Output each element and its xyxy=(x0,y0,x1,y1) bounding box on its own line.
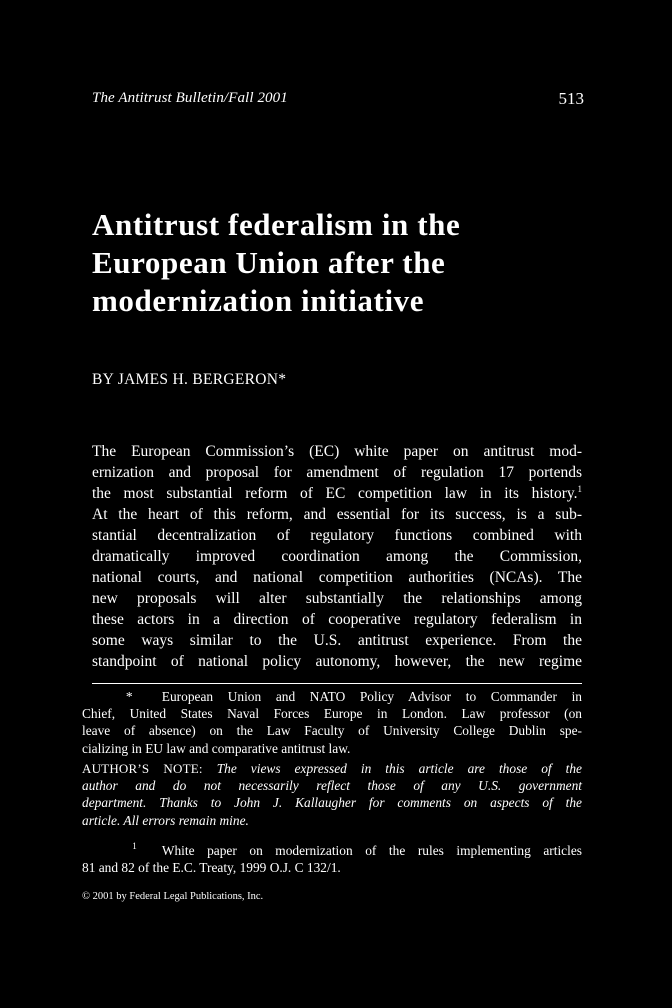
body-line: ernization and proposal for amendment of regulation 17 portends xyxy=(92,464,582,481)
footnote-1-text: White paper on modernization of the rules implementing articles xyxy=(161,843,582,858)
body-line xyxy=(92,483,582,504)
footnote-divider xyxy=(92,683,582,684)
footnote-1-marker: 1 xyxy=(132,841,137,851)
body-line: dramatically improved coordination among the Commission, xyxy=(92,548,582,565)
footnote-line: department. Thanks to John J. Kallaugher for comments on aspects of the xyxy=(82,795,582,811)
footnote-authors-note xyxy=(82,760,582,829)
authors-note-text: The views expressed in this article are those of the xyxy=(216,761,582,776)
footnote-line: article. All errors remain mine. xyxy=(82,812,249,828)
footnote-line: Chief, United States Naval Forces Europe in London. Law professor (on xyxy=(82,706,582,722)
author-byline: BY JAMES H. BERGERON* xyxy=(92,371,287,388)
article-title xyxy=(92,206,612,320)
footnote-line: cializing in EU law and comparative antitrust law. xyxy=(82,740,351,756)
footnote-author xyxy=(82,688,582,757)
title-line: European Union after the xyxy=(92,245,446,280)
running-header-journal: The Antitrust Bulletin/Fall 2001 xyxy=(92,90,288,106)
body-line: new proposals will alter substantially the relationships among xyxy=(92,590,582,607)
footnote-line: * European Union and NATO Policy Advisor to Commander in xyxy=(82,689,582,704)
footnote-line xyxy=(82,760,582,777)
page-number: 513 xyxy=(558,89,584,108)
footnote-line: 81 and 82 of the E.C. Treaty, 1999 O.J. C 132/1. xyxy=(82,860,341,876)
body-paragraph xyxy=(92,441,582,672)
body-line: national courts, and national competition authorities (NCAs). The xyxy=(92,569,582,586)
footnote-line: author and do not necessarily reflect those of any U.S. government xyxy=(82,778,582,794)
body-line: At the heart of this reform, and essential for its success, is a sub- xyxy=(92,506,582,523)
authors-note-label: AUTHOR’S NOTE: xyxy=(82,761,203,776)
body-line: stantial decentralization of regulatory functions combined with xyxy=(92,527,582,544)
body-line: The European Commission’s (EC) white paper on antitrust mod- xyxy=(92,443,582,460)
title-line: Antitrust federalism in the xyxy=(92,207,461,242)
body-line-text: the most substantial reform of EC competition law in its history. xyxy=(92,485,578,502)
title-line: modernization initiative xyxy=(92,283,425,318)
body-line: standpoint of national policy autonomy, however, the new regime xyxy=(92,653,582,670)
footnote-1 xyxy=(82,842,582,876)
body-line: some ways similar to the U.S. antitrust experience. From the xyxy=(92,632,582,649)
footnote-line xyxy=(82,842,582,859)
footnote-line: leave of absence) on the Law Faculty of University College Dublin spe- xyxy=(82,723,582,739)
footnote-ref-1[interactable]: 1 xyxy=(577,484,582,494)
body-line: these actors in a direction of cooperative regulatory federalism in xyxy=(92,611,582,628)
copyright-notice: © 2001 by Federal Legal Publications, Inc. xyxy=(82,891,264,902)
